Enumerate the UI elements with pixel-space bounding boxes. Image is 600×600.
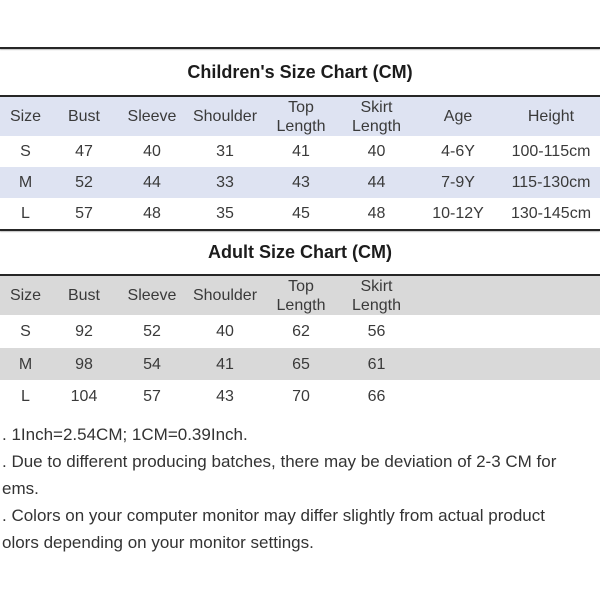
table-cell: 41 <box>216 355 234 373</box>
table-cell: 35 <box>216 205 234 222</box>
table-cell: 57 <box>143 388 161 405</box>
column-header-sleeve: Sleeve <box>127 108 177 125</box>
note-line-1: . 1Inch=2.54CM; 1CM=0.39Inch. <box>2 425 248 444</box>
table-cell: 48 <box>143 205 161 222</box>
empty-cell <box>414 276 600 315</box>
column-header-top-length: Top Length <box>276 277 326 314</box>
table-cell: 31 <box>216 143 234 160</box>
column-header-age: Age <box>443 108 473 125</box>
table-cell: L <box>21 205 30 222</box>
notes-section <box>0 413 600 556</box>
column-header-top-length: Top Length <box>276 98 326 135</box>
table-cell: 43 <box>216 388 234 405</box>
table-cell: S <box>20 143 31 160</box>
empty-cell <box>414 380 600 413</box>
adult-size-table <box>0 276 600 413</box>
table-cell: 66 <box>367 388 386 405</box>
table-cell: 33 <box>216 174 234 191</box>
table-cell: 52 <box>143 323 161 340</box>
table-cell: 40 <box>216 323 234 340</box>
table-cell: 43 <box>292 174 310 191</box>
column-header-shoulder: Shoulder <box>192 108 258 125</box>
table-cell: 40 <box>367 143 386 160</box>
children-row-m <box>0 167 600 198</box>
adult-chart-title: Adult Size Chart (CM) <box>208 242 392 262</box>
note-line-5: olors depending on your monitor settings. <box>2 533 314 552</box>
table-cell: 56 <box>367 323 386 340</box>
column-header-height: Height <box>527 108 575 125</box>
table-cell: 98 <box>75 355 93 373</box>
empty-cell <box>414 315 600 348</box>
table-cell: 41 <box>292 143 310 160</box>
table-cell: M <box>18 355 33 373</box>
children-header-row <box>0 97 600 136</box>
note-line-3: ems. <box>2 479 39 498</box>
table-cell: 48 <box>367 205 386 222</box>
empty-cell <box>414 348 600 380</box>
table-cell: L <box>21 388 30 405</box>
note-line-2: . Due to different producing batches, there may be deviation of 2-3 CM for <box>2 452 557 471</box>
children-chart-title: Children's Size Chart (CM) <box>187 61 413 82</box>
table-cell: 104 <box>70 388 98 405</box>
table-cell: 44 <box>367 174 386 191</box>
children-row-s <box>0 136 600 167</box>
column-header-bust: Bust <box>67 287 100 304</box>
table-cell: 47 <box>75 143 93 160</box>
column-header-size: Size <box>9 287 42 304</box>
table-cell: 57 <box>75 205 93 222</box>
column-header-size: Size <box>9 108 42 125</box>
table-cell: 61 <box>367 355 386 373</box>
table-cell: 65 <box>292 355 310 373</box>
table-cell: M <box>18 174 33 191</box>
table-cell: 40 <box>143 143 161 160</box>
table-cell: 130-145cm <box>510 205 592 222</box>
table-cell: 70 <box>292 388 310 405</box>
column-header-sleeve: Sleeve <box>127 287 177 304</box>
column-header-skirt-length: Skirt Length <box>352 98 401 135</box>
table-cell: 115-130cm <box>511 174 591 191</box>
table-cell: 10-12Y <box>432 205 484 222</box>
table-cell: 7-9Y <box>441 174 475 191</box>
table-cell: 54 <box>143 355 161 373</box>
adult-row-s <box>0 315 600 348</box>
children-row-l <box>0 198 600 229</box>
table-cell: 52 <box>75 174 93 191</box>
table-cell: 62 <box>292 323 310 340</box>
adult-header-row <box>0 276 600 315</box>
table-cell: S <box>20 323 31 340</box>
column-header-shoulder: Shoulder <box>192 287 258 304</box>
note-line-4: . Colors on your computer monitor may differ slightly from actual product <box>2 506 545 525</box>
table-cell: 45 <box>292 205 310 222</box>
table-cell: 92 <box>75 323 93 340</box>
table-cell: 100-115cm <box>511 143 591 160</box>
column-header-skirt-length: Skirt Length <box>352 277 401 314</box>
table-cell: 44 <box>143 174 161 191</box>
adult-row-l <box>0 380 600 413</box>
top-spacer <box>0 0 600 47</box>
adult-row-m <box>0 348 600 380</box>
children-size-table <box>0 97 600 229</box>
table-cell: 4-6Y <box>441 143 475 160</box>
column-header-bust: Bust <box>67 108 100 125</box>
